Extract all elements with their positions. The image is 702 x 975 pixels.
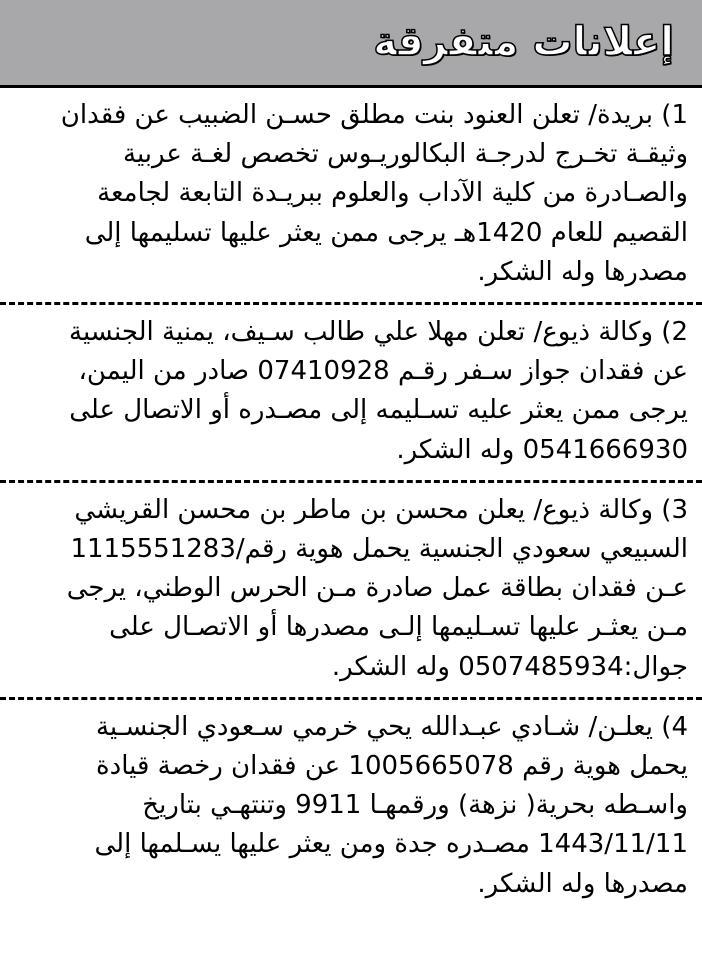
ad-text-line: 4) يعلـن/ شـادي عبـدالله يحي خرمي سـعودي الجنسـية [95, 711, 688, 742]
ad-text-line: مصدرها وله الشكر. [477, 868, 688, 899]
classified-ads-list [0, 88, 702, 914]
ad-text-line: 3) وكالة ذيوع/ يعلن محسن بن ماطر بن محسن القريشي [74, 494, 688, 525]
ad-text-line: عـن فقدان بطاقة عمل صادرة مـن الحرس الوطني، يرجى [66, 573, 688, 604]
section-title: إعلانات متفرقة [373, 19, 674, 65]
ad-text-line: 0541666930 وله الشكر. [396, 434, 688, 465]
ad-item-1 [0, 88, 702, 305]
ad-text-line: يحمل هوية رقم 1005665078 عن فقدان رخصة قيادة [96, 751, 688, 782]
ad-text-line: القصيم للعام 1420هـ يرجى ممن يعثر عليها تسليمها إلى [84, 217, 688, 248]
section-header [0, 0, 702, 88]
ad-text-line: واسـطه بحرية( نزهة) ورقمهـا 9911 وتنتهـي بتاريخ [142, 790, 688, 821]
ad-item-2 [0, 305, 702, 483]
ad-text-line: عن فقدان جواز سـفر رقـم 07410928 صادر من اليمن، [78, 356, 688, 387]
ad-text-line: وثيقـة تخـرج لدرجـة البكالوريـوس تخصص لغـة عربية [123, 139, 688, 170]
ad-text-line: يرجى ممن يعثر عليه تسـليمه إلى مصـدره أو الاتصال على [69, 395, 688, 426]
ad-text-line: 1) بريدة/ تعلن العنود بنت مطلق حسـن الضبيب عن فقدان [60, 100, 688, 130]
ad-text-line: 2) وكالة ذيوع/ تعلن مهلا علي طالب سـيف، يمنية الجنسية [69, 317, 688, 348]
ad-item-4 [0, 700, 702, 914]
ad-text-line: مصدرها وله الشكر. [477, 256, 688, 287]
ad-text-line: جوال:0507485934 وله الشكر. [331, 651, 688, 682]
ad-text-line: 1443/11/11 مصـدره جدة ومن يعثر عليها يسـلمها إلى [94, 829, 688, 860]
ad-text-line: السبيعي سعودي الجنسية يحمل هوية رقم/1115551283 [70, 534, 688, 565]
ad-item-3 [0, 483, 702, 700]
ad-text-line: مـن يعثـر عليها تسـليمها إلـى مصدرها أو الاتصـال على [109, 612, 688, 643]
ad-text-line: والصـادرة من كلية الآداب والعلوم ببريـدة التابعة لجامعة [97, 178, 688, 209]
